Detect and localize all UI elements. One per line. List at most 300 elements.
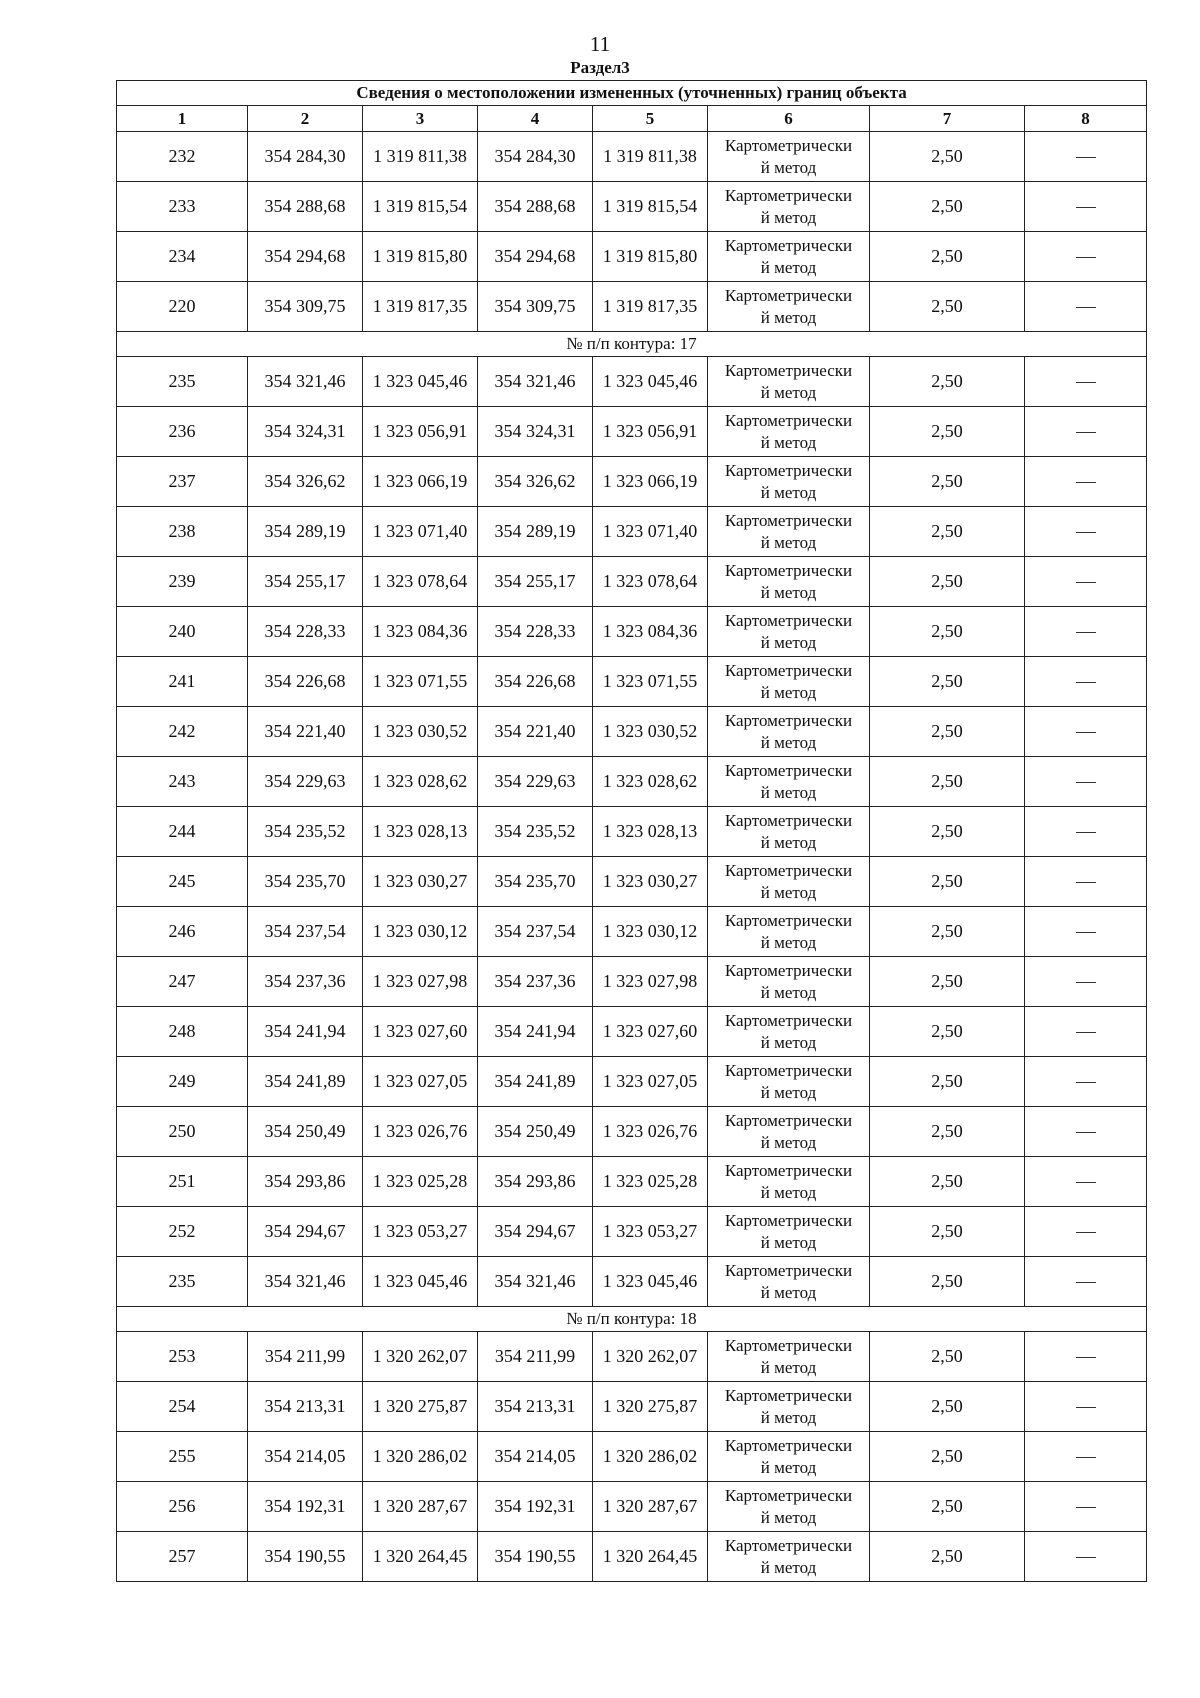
method-text-line2: й метод bbox=[760, 1357, 817, 1377]
point-number-cell: 255 bbox=[117, 1432, 248, 1482]
y-coordinate-cell: 1 323 045,46 bbox=[363, 357, 478, 407]
x-coordinate-cell: 354 221,40 bbox=[248, 707, 363, 757]
new-y-coordinate-cell: 1 323 045,46 bbox=[593, 357, 708, 407]
method-text-line1: Картометрически bbox=[724, 1210, 853, 1230]
dash-icon bbox=[1076, 382, 1096, 383]
dash-icon bbox=[1076, 1132, 1096, 1133]
method-cell bbox=[708, 1057, 870, 1107]
new-x-coordinate-cell: 354 324,31 bbox=[478, 407, 593, 457]
method-cell bbox=[708, 1157, 870, 1207]
method-cell bbox=[708, 132, 870, 182]
point-number-cell: 220 bbox=[117, 282, 248, 332]
new-x-coordinate-cell: 354 326,62 bbox=[478, 457, 593, 507]
table-row bbox=[117, 957, 1147, 1007]
description-cell bbox=[1025, 757, 1147, 807]
accuracy-cell: 2,50 bbox=[870, 132, 1025, 182]
y-coordinate-cell: 1 323 026,76 bbox=[363, 1107, 478, 1157]
method-text-line1: Картометрически bbox=[724, 560, 853, 580]
method-text-line2: й метод bbox=[760, 582, 817, 602]
method-text-line2: й метод bbox=[760, 307, 817, 327]
new-y-coordinate-cell: 1 323 078,64 bbox=[593, 557, 708, 607]
y-coordinate-cell: 1 323 030,12 bbox=[363, 907, 478, 957]
description-cell bbox=[1025, 1107, 1147, 1157]
column-number-row bbox=[117, 106, 1147, 132]
description-cell bbox=[1025, 907, 1147, 957]
method-cell bbox=[708, 807, 870, 857]
table-row bbox=[117, 182, 1147, 232]
table-row bbox=[117, 282, 1147, 332]
contour-label: № п/п контура: 18 bbox=[117, 1307, 1147, 1332]
description-cell bbox=[1025, 607, 1147, 657]
dash-icon bbox=[1076, 1457, 1096, 1458]
x-coordinate-cell: 354 326,62 bbox=[248, 457, 363, 507]
x-coordinate-cell: 354 235,52 bbox=[248, 807, 363, 857]
method-cell bbox=[708, 1332, 870, 1382]
point-number-cell: 242 bbox=[117, 707, 248, 757]
point-number-cell: 238 bbox=[117, 507, 248, 557]
accuracy-cell: 2,50 bbox=[870, 1157, 1025, 1207]
dash-icon bbox=[1076, 1357, 1096, 1358]
new-y-coordinate-cell: 1 319 815,80 bbox=[593, 232, 708, 282]
method-text-line1: Картометрически bbox=[724, 1060, 853, 1080]
method-text-line2: й метод bbox=[760, 932, 817, 952]
table-row bbox=[117, 1332, 1147, 1382]
method-text-line1: Картометрически bbox=[724, 960, 853, 980]
accuracy-cell: 2,50 bbox=[870, 282, 1025, 332]
method-text-line1: Картометрически bbox=[724, 460, 853, 480]
method-text-line1: Картометрически bbox=[724, 1335, 853, 1355]
new-x-coordinate-cell: 354 226,68 bbox=[478, 657, 593, 707]
new-y-coordinate-cell: 1 323 045,46 bbox=[593, 1257, 708, 1307]
point-number-cell: 247 bbox=[117, 957, 248, 1007]
method-cell bbox=[708, 1382, 870, 1432]
point-number-cell: 249 bbox=[117, 1057, 248, 1107]
method-text-line1: Картометрически bbox=[724, 235, 853, 255]
new-y-coordinate-cell: 1 323 030,52 bbox=[593, 707, 708, 757]
contour-label: № п/п контура: 17 bbox=[117, 332, 1147, 357]
method-text-line2: й метод bbox=[760, 1182, 817, 1202]
new-y-coordinate-cell: 1 323 053,27 bbox=[593, 1207, 708, 1257]
method-text-line1: Картометрически bbox=[724, 660, 853, 680]
point-number-cell: 251 bbox=[117, 1157, 248, 1207]
y-coordinate-cell: 1 320 275,87 bbox=[363, 1382, 478, 1432]
accuracy-cell: 2,50 bbox=[870, 1207, 1025, 1257]
new-x-coordinate-cell: 354 190,55 bbox=[478, 1532, 593, 1582]
y-coordinate-cell: 1 319 815,54 bbox=[363, 182, 478, 232]
method-cell bbox=[708, 1207, 870, 1257]
dash-icon bbox=[1076, 432, 1096, 433]
method-cell bbox=[708, 182, 870, 232]
table-row bbox=[117, 357, 1147, 407]
table-row bbox=[117, 707, 1147, 757]
method-text-line2: й метод bbox=[760, 682, 817, 702]
method-text-line1: Картометрически bbox=[724, 810, 853, 830]
new-y-coordinate-cell: 1 320 262,07 bbox=[593, 1332, 708, 1382]
x-coordinate-cell: 354 241,94 bbox=[248, 1007, 363, 1057]
method-text-line2: й метод bbox=[760, 882, 817, 902]
accuracy-cell: 2,50 bbox=[870, 957, 1025, 1007]
description-cell bbox=[1025, 1257, 1147, 1307]
y-coordinate-cell: 1 323 066,19 bbox=[363, 457, 478, 507]
new-x-coordinate-cell: 354 293,86 bbox=[478, 1157, 593, 1207]
table-body bbox=[117, 132, 1147, 1582]
dash-icon bbox=[1076, 1407, 1096, 1408]
table-row bbox=[117, 232, 1147, 282]
description-cell bbox=[1025, 1432, 1147, 1482]
column-number: 2 bbox=[248, 106, 363, 132]
description-cell bbox=[1025, 457, 1147, 507]
method-text-line1: Картометрически bbox=[724, 910, 853, 930]
description-cell bbox=[1025, 407, 1147, 457]
new-y-coordinate-cell: 1 323 028,13 bbox=[593, 807, 708, 857]
new-x-coordinate-cell: 354 235,52 bbox=[478, 807, 593, 857]
method-text-line1: Картометрически bbox=[724, 860, 853, 880]
method-text-line2: й метод bbox=[760, 1032, 817, 1052]
dash-icon bbox=[1076, 257, 1096, 258]
method-text-line2: й метод bbox=[760, 482, 817, 502]
method-text-line2: й метод bbox=[760, 732, 817, 752]
table-row bbox=[117, 1157, 1147, 1207]
table-row bbox=[117, 807, 1147, 857]
point-number-cell: 243 bbox=[117, 757, 248, 807]
method-text-line2: й метод bbox=[760, 432, 817, 452]
point-number-cell: 244 bbox=[117, 807, 248, 857]
x-coordinate-cell: 354 250,49 bbox=[248, 1107, 363, 1157]
x-coordinate-cell: 354 309,75 bbox=[248, 282, 363, 332]
y-coordinate-cell: 1 319 811,38 bbox=[363, 132, 478, 182]
method-cell bbox=[708, 857, 870, 907]
column-number: 1 bbox=[117, 106, 248, 132]
dash-icon bbox=[1076, 482, 1096, 483]
point-number-cell: 236 bbox=[117, 407, 248, 457]
x-coordinate-cell: 354 293,86 bbox=[248, 1157, 363, 1207]
accuracy-cell: 2,50 bbox=[870, 457, 1025, 507]
description-cell bbox=[1025, 1007, 1147, 1057]
method-cell bbox=[708, 507, 870, 557]
table-row bbox=[117, 657, 1147, 707]
dash-icon bbox=[1076, 1032, 1096, 1033]
accuracy-cell: 2,50 bbox=[870, 807, 1025, 857]
method-text-line1: Картометрически bbox=[724, 1535, 853, 1555]
method-text-line2: й метод bbox=[760, 1282, 817, 1302]
method-text-line2: й метод bbox=[760, 632, 817, 652]
accuracy-cell: 2,50 bbox=[870, 507, 1025, 557]
new-x-coordinate-cell: 354 321,46 bbox=[478, 1257, 593, 1307]
dash-icon bbox=[1076, 932, 1096, 933]
new-x-coordinate-cell: 354 250,49 bbox=[478, 1107, 593, 1157]
new-x-coordinate-cell: 354 284,30 bbox=[478, 132, 593, 182]
contour-header-row bbox=[117, 1307, 1147, 1332]
x-coordinate-cell: 354 214,05 bbox=[248, 1432, 363, 1482]
column-number: 8 bbox=[1025, 106, 1147, 132]
x-coordinate-cell: 354 289,19 bbox=[248, 507, 363, 557]
table-row bbox=[117, 1257, 1147, 1307]
new-x-coordinate-cell: 354 321,46 bbox=[478, 357, 593, 407]
new-x-coordinate-cell: 354 255,17 bbox=[478, 557, 593, 607]
table-row bbox=[117, 607, 1147, 657]
y-coordinate-cell: 1 323 084,36 bbox=[363, 607, 478, 657]
new-x-coordinate-cell: 354 241,89 bbox=[478, 1057, 593, 1107]
dash-icon bbox=[1076, 1282, 1096, 1283]
y-coordinate-cell: 1 323 071,55 bbox=[363, 657, 478, 707]
method-cell bbox=[708, 957, 870, 1007]
accuracy-cell: 2,50 bbox=[870, 357, 1025, 407]
x-coordinate-cell: 354 190,55 bbox=[248, 1532, 363, 1582]
point-number-cell: 245 bbox=[117, 857, 248, 907]
description-cell bbox=[1025, 807, 1147, 857]
new-y-coordinate-cell: 1 323 025,28 bbox=[593, 1157, 708, 1207]
x-coordinate-cell: 354 294,68 bbox=[248, 232, 363, 282]
x-coordinate-cell: 354 255,17 bbox=[248, 557, 363, 607]
x-coordinate-cell: 354 294,67 bbox=[248, 1207, 363, 1257]
method-cell bbox=[708, 757, 870, 807]
y-coordinate-cell: 1 323 027,05 bbox=[363, 1057, 478, 1107]
table-row bbox=[117, 557, 1147, 607]
method-text-line2: й метод bbox=[760, 532, 817, 552]
method-text-line2: й метод bbox=[760, 1407, 817, 1427]
method-text-line2: й метод bbox=[760, 1457, 817, 1477]
x-coordinate-cell: 354 241,89 bbox=[248, 1057, 363, 1107]
point-number-cell: 239 bbox=[117, 557, 248, 607]
table-row bbox=[117, 907, 1147, 957]
accuracy-cell: 2,50 bbox=[870, 1532, 1025, 1582]
accuracy-cell: 2,50 bbox=[870, 857, 1025, 907]
new-y-coordinate-cell: 1 323 026,76 bbox=[593, 1107, 708, 1157]
new-y-coordinate-cell: 1 323 071,55 bbox=[593, 657, 708, 707]
y-coordinate-cell: 1 319 815,80 bbox=[363, 232, 478, 282]
accuracy-cell: 2,50 bbox=[870, 907, 1025, 957]
dash-icon bbox=[1076, 157, 1096, 158]
point-number-cell: 256 bbox=[117, 1482, 248, 1532]
accuracy-cell: 2,50 bbox=[870, 407, 1025, 457]
table-row bbox=[117, 507, 1147, 557]
table-row bbox=[117, 1432, 1147, 1482]
x-coordinate-cell: 354 211,99 bbox=[248, 1332, 363, 1382]
dash-icon bbox=[1076, 632, 1096, 633]
accuracy-cell: 2,50 bbox=[870, 232, 1025, 282]
description-cell bbox=[1025, 1382, 1147, 1432]
accuracy-cell: 2,50 bbox=[870, 757, 1025, 807]
boundary-coordinates-table bbox=[116, 80, 1147, 1582]
table-row bbox=[117, 1007, 1147, 1057]
description-cell bbox=[1025, 557, 1147, 607]
column-number: 3 bbox=[363, 106, 478, 132]
method-text-line1: Картометрически bbox=[724, 1010, 853, 1030]
method-cell bbox=[708, 1432, 870, 1482]
y-coordinate-cell: 1 323 030,27 bbox=[363, 857, 478, 907]
point-number-cell: 257 bbox=[117, 1532, 248, 1582]
description-cell bbox=[1025, 232, 1147, 282]
section-title: Раздел3 bbox=[570, 58, 630, 77]
y-coordinate-cell: 1 319 817,35 bbox=[363, 282, 478, 332]
y-coordinate-cell: 1 320 287,67 bbox=[363, 1482, 478, 1532]
new-y-coordinate-cell: 1 323 056,91 bbox=[593, 407, 708, 457]
method-text-line1: Картометрически bbox=[724, 1160, 853, 1180]
accuracy-cell: 2,50 bbox=[870, 1257, 1025, 1307]
description-cell bbox=[1025, 1157, 1147, 1207]
point-number-cell: 253 bbox=[117, 1332, 248, 1382]
x-coordinate-cell: 354 235,70 bbox=[248, 857, 363, 907]
x-coordinate-cell: 354 237,36 bbox=[248, 957, 363, 1007]
method-text-line1: Картометрически bbox=[724, 760, 853, 780]
method-text-line2: й метод bbox=[760, 1507, 817, 1527]
new-y-coordinate-cell: 1 323 066,19 bbox=[593, 457, 708, 507]
x-coordinate-cell: 354 321,46 bbox=[248, 357, 363, 407]
point-number-cell: 252 bbox=[117, 1207, 248, 1257]
table-row bbox=[117, 1382, 1147, 1432]
method-cell bbox=[708, 557, 870, 607]
table-row bbox=[117, 1532, 1147, 1582]
point-number-cell: 235 bbox=[117, 1257, 248, 1307]
method-text-line2: й метод bbox=[760, 1557, 817, 1577]
method-cell bbox=[708, 407, 870, 457]
table-row bbox=[117, 1482, 1147, 1532]
point-number-cell: 248 bbox=[117, 1007, 248, 1057]
y-coordinate-cell: 1 320 264,45 bbox=[363, 1532, 478, 1582]
y-coordinate-cell: 1 323 053,27 bbox=[363, 1207, 478, 1257]
new-y-coordinate-cell: 1 319 817,35 bbox=[593, 282, 708, 332]
method-text-line1: Картометрически bbox=[724, 510, 853, 530]
dash-icon bbox=[1076, 1507, 1096, 1508]
x-coordinate-cell: 354 237,54 bbox=[248, 907, 363, 957]
description-cell bbox=[1025, 857, 1147, 907]
new-x-coordinate-cell: 354 289,19 bbox=[478, 507, 593, 557]
y-coordinate-cell: 1 323 045,46 bbox=[363, 1257, 478, 1307]
method-text-line1: Картометрически bbox=[724, 285, 853, 305]
y-coordinate-cell: 1 323 078,64 bbox=[363, 557, 478, 607]
y-coordinate-cell: 1 323 027,98 bbox=[363, 957, 478, 1007]
x-coordinate-cell: 354 324,31 bbox=[248, 407, 363, 457]
x-coordinate-cell: 354 229,63 bbox=[248, 757, 363, 807]
new-x-coordinate-cell: 354 235,70 bbox=[478, 857, 593, 907]
accuracy-cell: 2,50 bbox=[870, 707, 1025, 757]
method-text-line2: й метод bbox=[760, 1232, 817, 1252]
method-text-line1: Картометрически bbox=[724, 610, 853, 630]
x-coordinate-cell: 354 192,31 bbox=[248, 1482, 363, 1532]
accuracy-cell: 2,50 bbox=[870, 557, 1025, 607]
dash-icon bbox=[1076, 1082, 1096, 1083]
method-cell bbox=[708, 907, 870, 957]
accuracy-cell: 2,50 bbox=[870, 1057, 1025, 1107]
method-text-line2: й метод bbox=[760, 1132, 817, 1152]
dash-icon bbox=[1076, 1232, 1096, 1233]
point-number-cell: 246 bbox=[117, 907, 248, 957]
accuracy-cell: 2,50 bbox=[870, 1482, 1025, 1532]
new-x-coordinate-cell: 354 192,31 bbox=[478, 1482, 593, 1532]
method-text-line2: й метод bbox=[760, 832, 817, 852]
method-text-line1: Картометрически bbox=[724, 1385, 853, 1405]
y-coordinate-cell: 1 323 056,91 bbox=[363, 407, 478, 457]
new-x-coordinate-cell: 354 241,94 bbox=[478, 1007, 593, 1057]
column-number: 6 bbox=[708, 106, 870, 132]
method-text-line1: Картометрически bbox=[724, 710, 853, 730]
table-caption: Сведения о местоположении измененных (уточненных) границ объекта bbox=[117, 81, 1147, 106]
method-text-line2: й метод bbox=[760, 257, 817, 277]
new-x-coordinate-cell: 354 214,05 bbox=[478, 1432, 593, 1482]
new-y-coordinate-cell: 1 323 071,40 bbox=[593, 507, 708, 557]
method-text-line1: Картометрически bbox=[724, 1260, 853, 1280]
method-cell bbox=[708, 1257, 870, 1307]
x-coordinate-cell: 354 321,46 bbox=[248, 1257, 363, 1307]
new-y-coordinate-cell: 1 320 275,87 bbox=[593, 1382, 708, 1432]
new-y-coordinate-cell: 1 323 084,36 bbox=[593, 607, 708, 657]
accuracy-cell: 2,50 bbox=[870, 182, 1025, 232]
dash-icon bbox=[1076, 532, 1096, 533]
accuracy-cell: 2,50 bbox=[870, 1107, 1025, 1157]
point-number-cell: 235 bbox=[117, 357, 248, 407]
x-coordinate-cell: 354 226,68 bbox=[248, 657, 363, 707]
point-number-cell: 237 bbox=[117, 457, 248, 507]
dash-icon bbox=[1076, 982, 1096, 983]
new-x-coordinate-cell: 354 309,75 bbox=[478, 282, 593, 332]
column-number: 7 bbox=[870, 106, 1025, 132]
new-y-coordinate-cell: 1 323 028,62 bbox=[593, 757, 708, 807]
dash-icon bbox=[1076, 882, 1096, 883]
x-coordinate-cell: 354 228,33 bbox=[248, 607, 363, 657]
new-x-coordinate-cell: 354 228,33 bbox=[478, 607, 593, 657]
new-y-coordinate-cell: 1 323 027,05 bbox=[593, 1057, 708, 1107]
table-row bbox=[117, 1057, 1147, 1107]
new-x-coordinate-cell: 354 237,54 bbox=[478, 907, 593, 957]
method-text-line2: й метод bbox=[760, 157, 817, 177]
dash-icon bbox=[1076, 832, 1096, 833]
description-cell bbox=[1025, 657, 1147, 707]
point-number-cell: 234 bbox=[117, 232, 248, 282]
method-text-line1: Картометрически bbox=[724, 135, 853, 155]
new-x-coordinate-cell: 354 213,31 bbox=[478, 1382, 593, 1432]
y-coordinate-cell: 1 323 027,60 bbox=[363, 1007, 478, 1057]
table-row bbox=[117, 407, 1147, 457]
table-row bbox=[117, 1207, 1147, 1257]
method-cell bbox=[708, 1532, 870, 1582]
description-cell bbox=[1025, 182, 1147, 232]
method-cell bbox=[708, 607, 870, 657]
description-cell bbox=[1025, 1482, 1147, 1532]
method-cell bbox=[708, 357, 870, 407]
accuracy-cell: 2,50 bbox=[870, 607, 1025, 657]
description-cell bbox=[1025, 1207, 1147, 1257]
dash-icon bbox=[1076, 732, 1096, 733]
description-cell bbox=[1025, 132, 1147, 182]
new-x-coordinate-cell: 354 229,63 bbox=[478, 757, 593, 807]
method-text-line2: й метод bbox=[760, 207, 817, 227]
point-number-cell: 233 bbox=[117, 182, 248, 232]
method-cell bbox=[708, 657, 870, 707]
table-row bbox=[117, 132, 1147, 182]
new-y-coordinate-cell: 1 320 264,45 bbox=[593, 1532, 708, 1582]
method-text-line2: й метод bbox=[760, 382, 817, 402]
column-number: 4 bbox=[478, 106, 593, 132]
new-y-coordinate-cell: 1 319 811,38 bbox=[593, 132, 708, 182]
description-cell bbox=[1025, 707, 1147, 757]
accuracy-cell: 2,50 bbox=[870, 1332, 1025, 1382]
point-number-cell: 232 bbox=[117, 132, 248, 182]
dash-icon bbox=[1076, 307, 1096, 308]
point-number-cell: 250 bbox=[117, 1107, 248, 1157]
dash-icon bbox=[1076, 582, 1096, 583]
x-coordinate-cell: 354 284,30 bbox=[248, 132, 363, 182]
new-x-coordinate-cell: 354 221,40 bbox=[478, 707, 593, 757]
method-text-line2: й метод bbox=[760, 982, 817, 1002]
new-x-coordinate-cell: 354 288,68 bbox=[478, 182, 593, 232]
dash-icon bbox=[1076, 1557, 1096, 1558]
method-text-line2: й метод bbox=[760, 782, 817, 802]
new-x-coordinate-cell: 354 294,67 bbox=[478, 1207, 593, 1257]
new-x-coordinate-cell: 354 211,99 bbox=[478, 1332, 593, 1382]
description-cell bbox=[1025, 1532, 1147, 1582]
method-cell bbox=[708, 457, 870, 507]
method-cell bbox=[708, 282, 870, 332]
